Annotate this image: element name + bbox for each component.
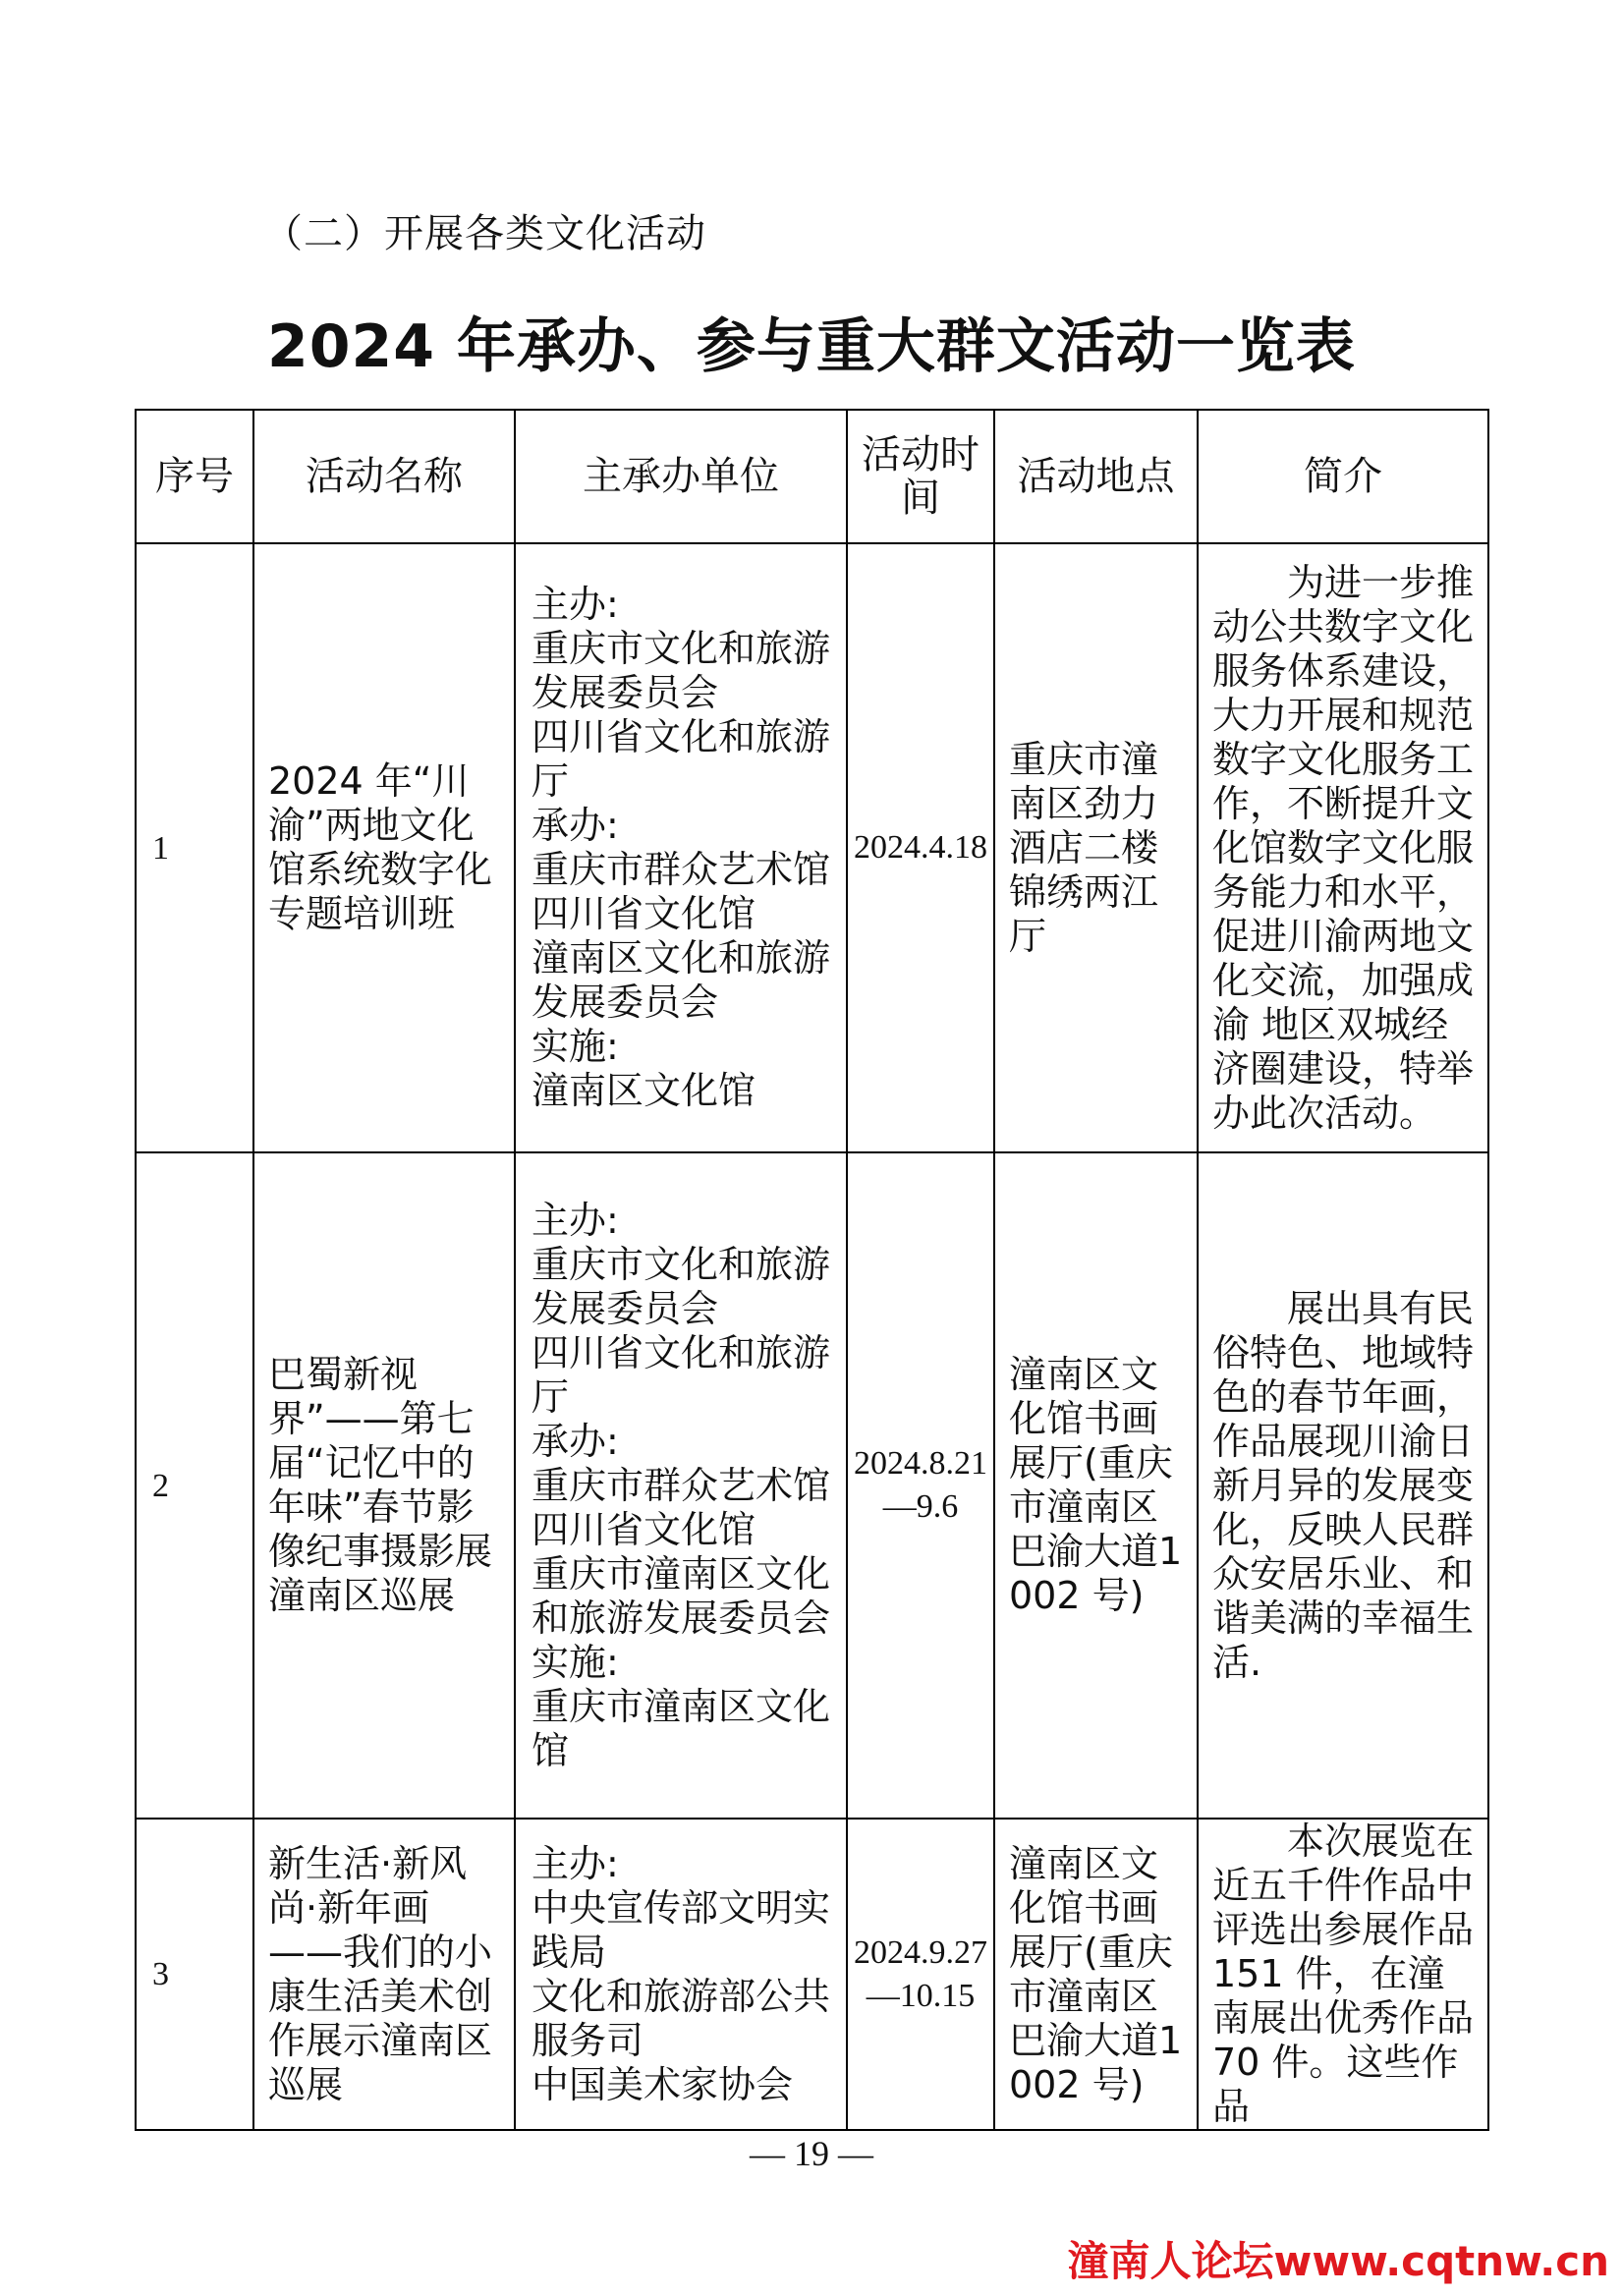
table-row bbox=[136, 543, 1488, 1152]
activity-name: 新生活·新风尚·新年画——我们的小康生活美术创作展示潼南区巡展 bbox=[253, 1819, 515, 2130]
row-no: 2 bbox=[136, 1152, 253, 1819]
activity-intro: 展出具有民俗特色、地域特色的春节年画，作品展现川渝日新月异的发展变化，反映人民群众安居乐业、和谐美满的幸福生活. bbox=[1198, 1152, 1488, 1819]
activity-location: 潼南区文化馆书画展厅(重庆市潼南区巴渝大道1002 号) bbox=[994, 1152, 1198, 1819]
site-watermark: 潼南人论坛www.cqtnw.cn bbox=[1067, 2237, 1609, 2285]
document-title: 2024 年承办、参与重大群文活动一览表 bbox=[267, 312, 1356, 381]
table-row bbox=[136, 1819, 1488, 2130]
activity-location: 潼南区文化馆书画展厅(重庆市潼南区巴渝大道1002 号) bbox=[994, 1819, 1198, 2130]
header-time: 活动时间 bbox=[847, 410, 994, 543]
table-header-row bbox=[136, 410, 1488, 543]
activity-table bbox=[135, 409, 1489, 2131]
activity-time: 2024.9.27—10.15 bbox=[847, 1819, 994, 2130]
section-heading: （二）开展各类文化活动 bbox=[263, 211, 706, 256]
activity-intro: 为进一步推动公共数字文化服务体系建设，大力开展和规范数字文化服务工作，不断提升文化馆数字文化服务能力和水平，促进川渝两地文化交流，加强成渝 地区双城经济圈建设，特举办此次活动。 bbox=[1198, 543, 1488, 1152]
organizers: 主办: 重庆市文化和旅游发展委员会 四川省文化和旅游厅 承办: 重庆市群众艺术馆 四川省文化馆 潼南区文化和旅游发展委员会 实施: 潼南区文化馆 bbox=[515, 543, 847, 1152]
header-name: 活动名称 bbox=[253, 410, 515, 543]
header-no: 序号 bbox=[136, 410, 253, 543]
activity-time: 2024.4.18 bbox=[847, 543, 994, 1152]
organizers: 主办: 重庆市文化和旅游发展委员会 四川省文化和旅游厅 承办: 重庆市群众艺术馆 四川省文化馆 重庆市潼南区文化和旅游发展委员会 实施: 重庆市潼南区文化馆 bbox=[515, 1152, 847, 1819]
activity-name: 2024 年“川渝”两地文化馆系统数字化专题培训班 bbox=[253, 543, 515, 1152]
row-no: 3 bbox=[136, 1819, 253, 2130]
activity-location: 重庆市潼南区劲力酒店二楼锦绣两江厅 bbox=[994, 543, 1198, 1152]
activity-time: 2024.8.21—9.6 bbox=[847, 1152, 994, 1819]
row-no: 1 bbox=[136, 543, 253, 1152]
table-row bbox=[136, 1152, 1488, 1819]
activity-name: 巴蜀新视界”——第七届“记忆中的年味”春节影像纪事摄影展潼南区巡展 bbox=[253, 1152, 515, 1819]
organizers: 主办: 中央宣传部文明实践局 文化和旅游部公共服务司 中国美术家协会 bbox=[515, 1819, 847, 2130]
activity-intro: 本次展览在近五千件作品中评选出参展作品151 件，在潼南展出优秀作品70 件。这些作品 bbox=[1198, 1819, 1488, 2130]
header-org: 主承办单位 bbox=[515, 410, 847, 543]
header-intro: 简介 bbox=[1198, 410, 1488, 543]
page-number: — 19 — bbox=[750, 2134, 873, 2173]
header-location: 活动地点 bbox=[994, 410, 1198, 543]
